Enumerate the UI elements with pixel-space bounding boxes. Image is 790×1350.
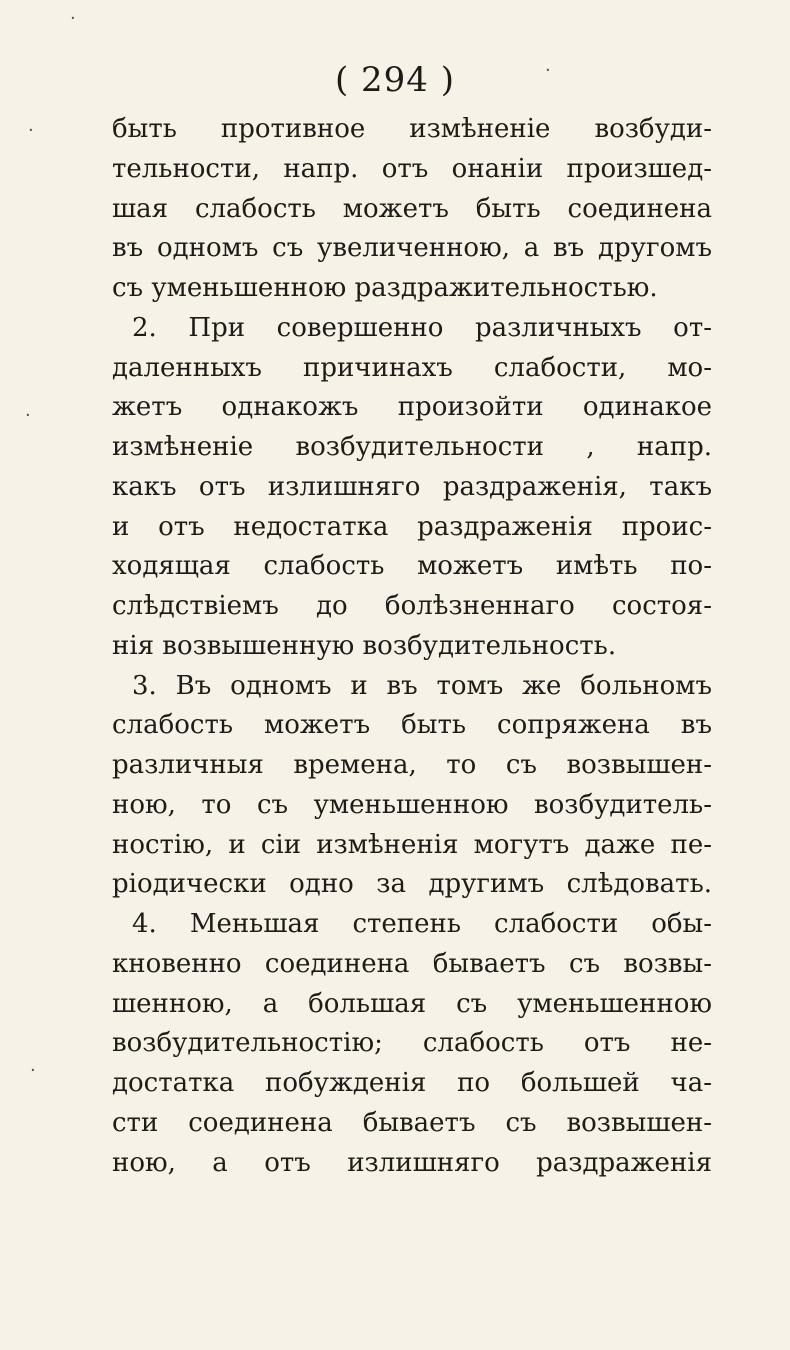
text-line: даленныхъ причинахъ слабости, мо-: [112, 352, 712, 383]
text-line: какъ отъ излишняго раздраженія, такъ: [112, 471, 712, 502]
text-line: жетъ однакожъ произойти одинакое: [112, 392, 712, 423]
text-line: 4. Меньшая степень слабости обы-: [132, 909, 712, 939]
text-line: шенною, а большая съ уменьшенною: [112, 988, 712, 1019]
text-line: ходящая слабость можетъ имѣть по-: [112, 551, 712, 582]
text-line: нія возвышенную возбудительность.: [112, 630, 617, 661]
text-line: измѣненіе возбудительности , напр.: [112, 432, 712, 462]
text-line: ріодически одно за другимъ слѣдовать.: [112, 869, 712, 900]
ink-speck: ·: [70, 8, 76, 29]
text-line: и отъ недостатка раздраженія проис-: [112, 511, 712, 542]
text-line: быть противное измѣненіе возбуди-: [112, 114, 712, 144]
text-line: слѣдствіемъ до болѣзненнаго состоя-: [112, 591, 712, 621]
ink-speck: ·: [545, 60, 551, 81]
page-number: ( 294 ): [334, 60, 456, 100]
text-line: достатка побужденія по большей ча-: [112, 1068, 712, 1098]
text-line: въ одномъ съ увеличенною, а въ другомъ: [112, 233, 712, 264]
ink-speck: ·: [30, 1060, 36, 1081]
text-line: тельности, напр. отъ онаніи произшед-: [112, 153, 712, 184]
ink-speck: ·: [25, 405, 31, 426]
body-text: [112, 110, 712, 1183]
text-line: слабость можетъ быть сопряжена въ: [112, 710, 712, 741]
text-line: 3. Въ одномъ и въ томъ же больномъ: [132, 670, 712, 701]
ink-speck: ·: [28, 120, 34, 141]
text-line: ною, то съ уменьшенною возбудитель-: [112, 789, 712, 820]
text-line: 2. При совершенно различныхъ от-: [132, 312, 712, 343]
text-line: шая слабость можетъ быть соединена: [112, 193, 712, 224]
text-line: съ уменьшенною раздражительностью.: [112, 273, 658, 303]
text-line: ностію, и сіи измѣненія могутъ даже пе-: [112, 829, 712, 860]
text-line: возбудительностію; слабость отъ не-: [112, 1028, 712, 1059]
text-line: различныя времена, то съ возвышен-: [112, 750, 712, 780]
text-line: ною, а отъ излишняго раздраженія: [112, 1147, 712, 1178]
text-line: сти соединена бываетъ съ возвышен-: [112, 1107, 712, 1138]
text-line: кновенно соединена бываетъ съ возвы-: [112, 948, 712, 979]
